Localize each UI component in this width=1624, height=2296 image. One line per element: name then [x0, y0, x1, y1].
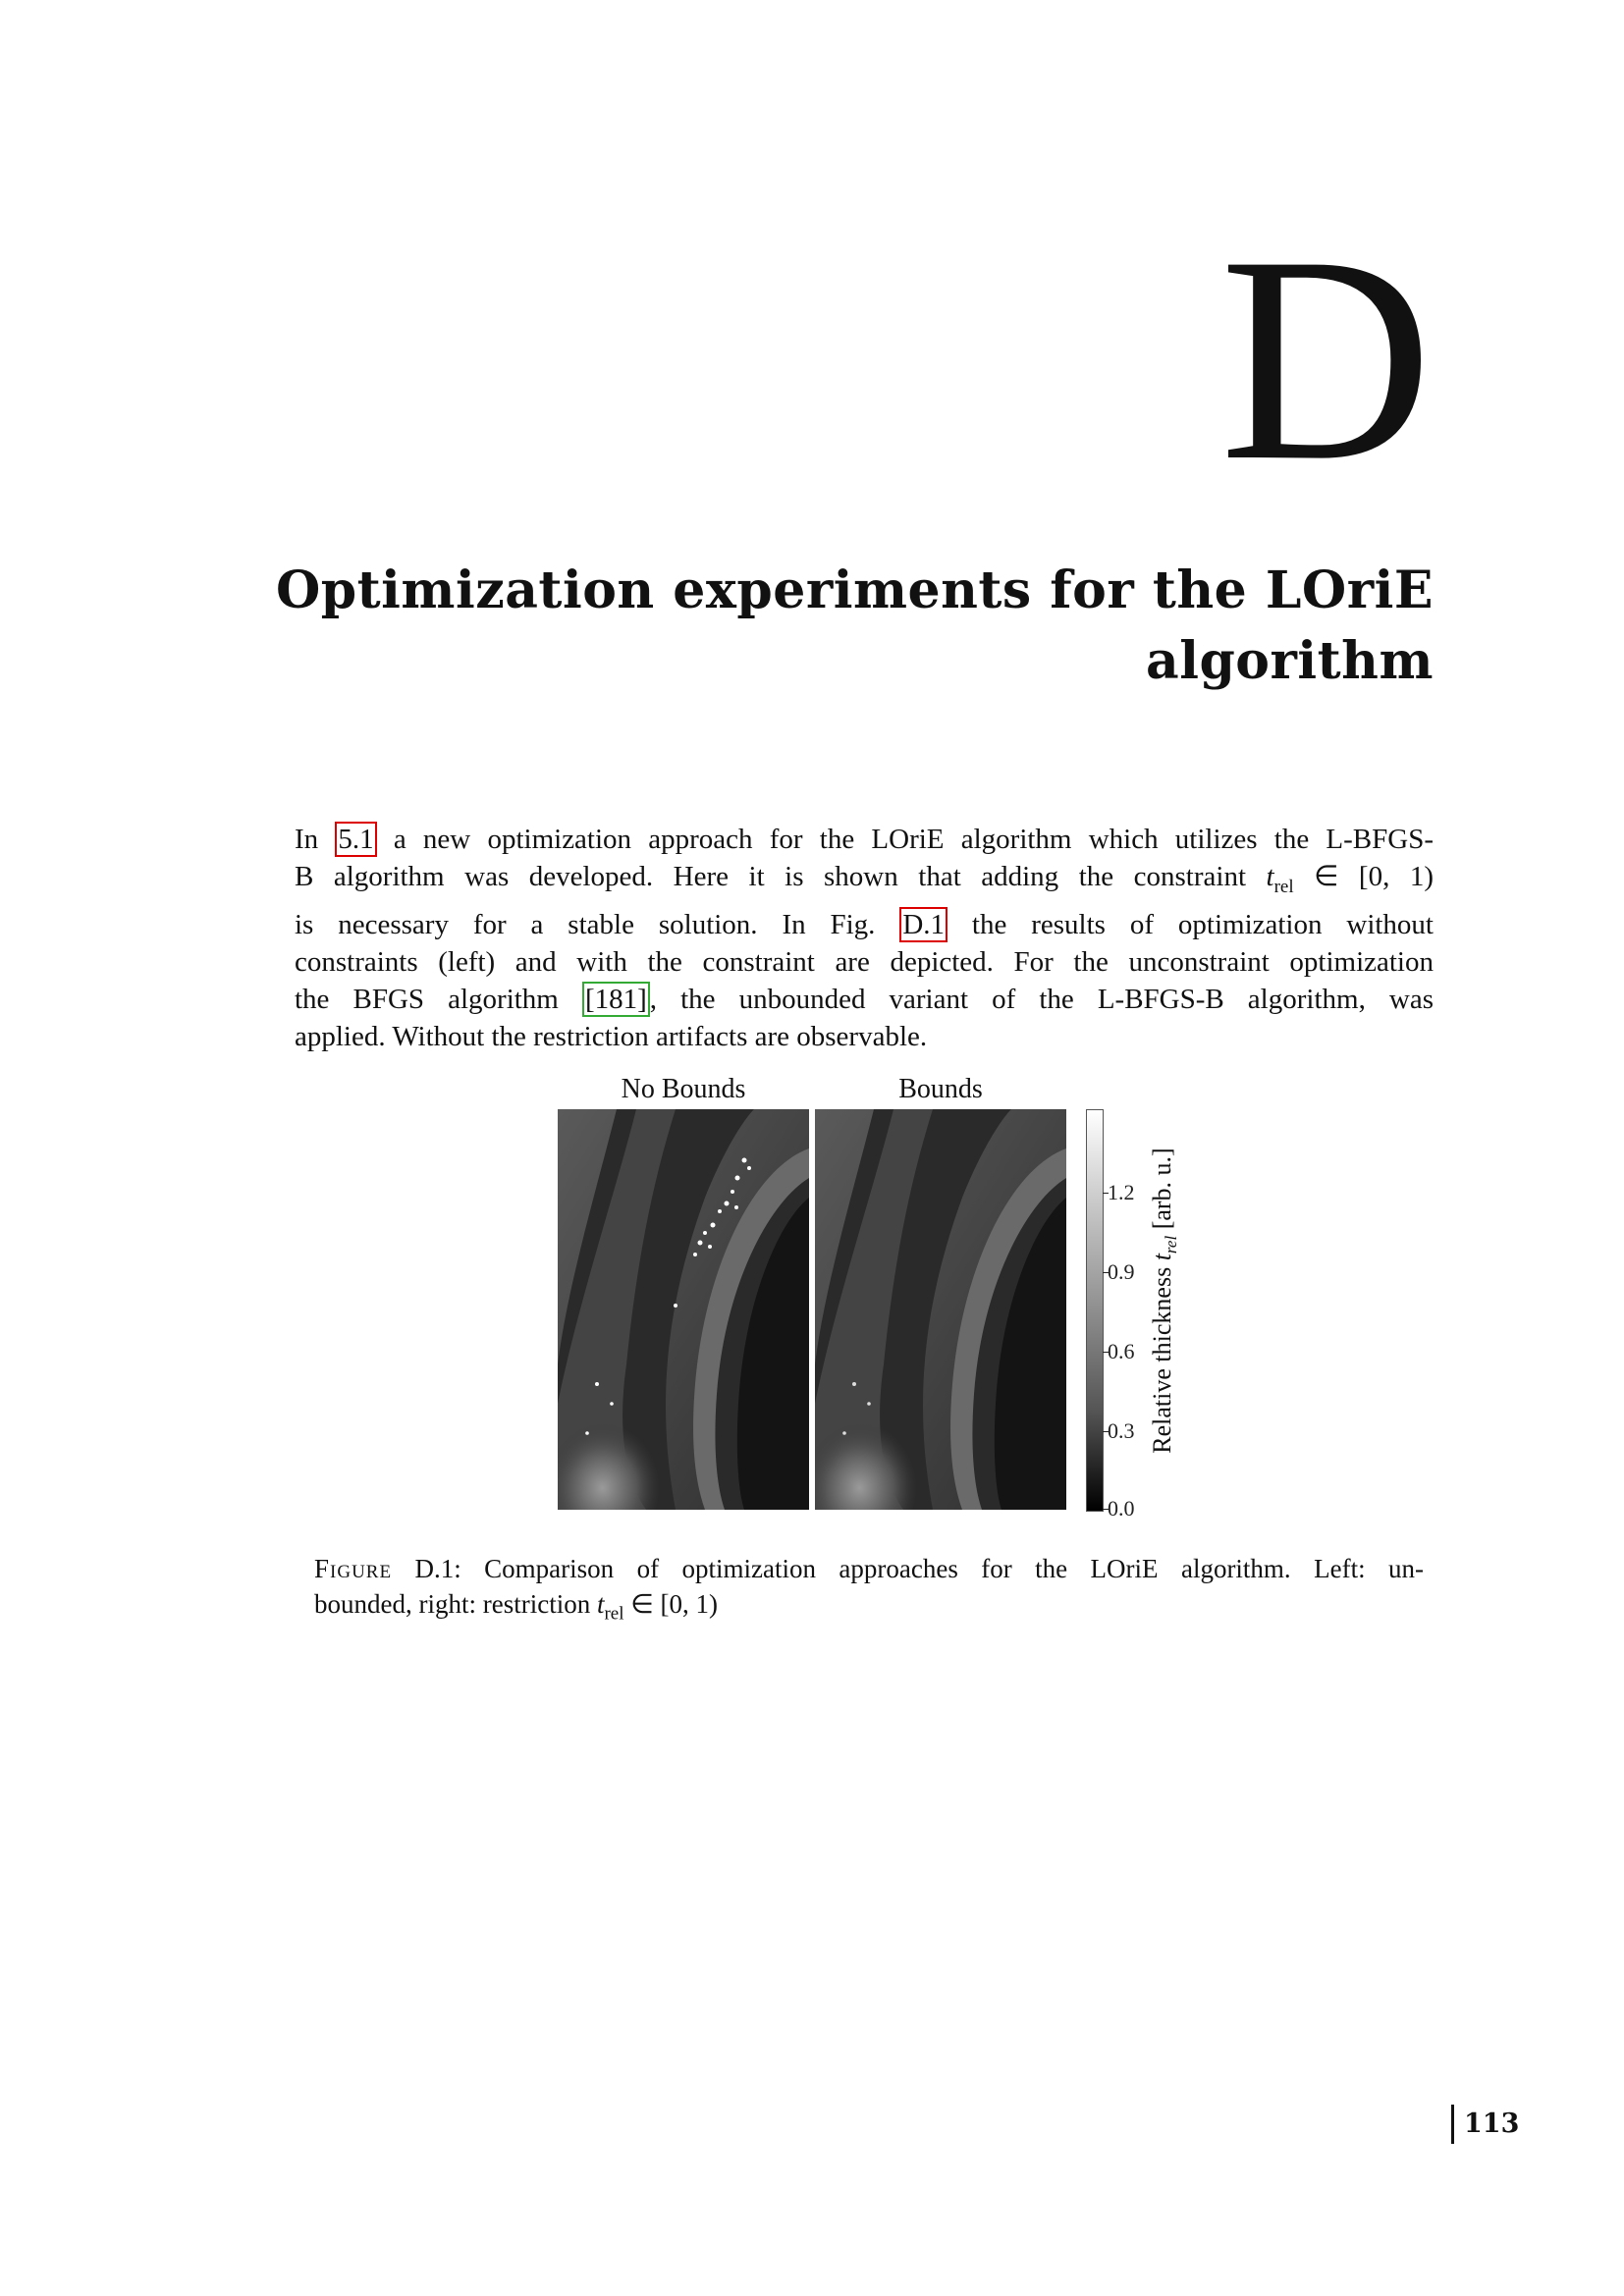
- math-subscript: rel: [1162, 1235, 1181, 1255]
- paragraph-line: [295, 981, 1434, 1018]
- text: ∈ [0, 1): [1293, 861, 1434, 892]
- text: In: [295, 824, 336, 855]
- colorbar-tick-label: 0.6: [1108, 1339, 1135, 1363]
- math-subscript: rel: [1273, 876, 1294, 897]
- colorbar: [1086, 1109, 1104, 1512]
- body-paragraph: [295, 821, 1434, 1055]
- text: ∈ [0, 1): [623, 1589, 719, 1619]
- section-reference-link[interactable]: 5.1: [335, 822, 376, 857]
- colorbar-tick-label: 1.2: [1108, 1180, 1135, 1204]
- text: bounded, right: restriction: [314, 1589, 597, 1619]
- colorbar-axis-label: [1148, 1148, 1181, 1453]
- chapter-title-line-2: algorithm: [1146, 631, 1434, 691]
- caption-line: [314, 1586, 1424, 1631]
- citation-link[interactable]: [181]: [582, 982, 650, 1017]
- colorbar-tick-label: 0.9: [1108, 1259, 1135, 1284]
- no-bounds-image: [558, 1109, 809, 1510]
- chapter-title-line-1: Optimization experiments for the LOriE: [276, 561, 1434, 620]
- text: the results of optimization without: [947, 908, 1434, 940]
- text: Relative thickness: [1147, 1260, 1176, 1454]
- text: the BFGS algorithm: [295, 983, 582, 1015]
- right-panel-title: Bounds: [898, 1074, 983, 1104]
- paragraph-line: applied. Without the restriction artifacts are observable.: [295, 1020, 928, 1052]
- text: is necessary for a stable solution. In Fig.: [295, 908, 900, 940]
- no-bounds-image-graphic: [558, 1109, 809, 1510]
- figure-reference-link[interactable]: D.1: [899, 907, 947, 942]
- text: B algorithm was developed. Here it is shown that adding the constraint: [295, 861, 1267, 892]
- text: Comparison of optimization approaches for the LOriE algorithm. Left: un-: [460, 1554, 1424, 1583]
- text: , the unbounded variant of the L-BFGS-B algorithm, was: [649, 983, 1434, 1015]
- left-panel-title: No Bounds: [621, 1074, 746, 1104]
- paragraph-line: [295, 821, 1434, 858]
- math-subscript: rel: [604, 1603, 624, 1625]
- caption-prefix: Figure: [314, 1554, 393, 1583]
- text: a new optimization approach for the LOriE algorithm which utilizes the L-BFGS-: [376, 824, 1434, 855]
- caption-number: D.1:: [392, 1554, 461, 1583]
- math-variable: t: [596, 1589, 605, 1619]
- paragraph-line: [295, 906, 1434, 943]
- text: [arb. u.]: [1147, 1148, 1176, 1236]
- bounds-image-graphic: [815, 1109, 1066, 1510]
- page-number: 113: [1451, 2105, 1519, 2144]
- chapter-letter: D: [1219, 195, 1433, 521]
- colorbar-tick-label: 0.3: [1108, 1418, 1135, 1443]
- paragraph-line: constraints (left) and with the constraint are depicted. For the unconstraint optimization: [295, 945, 1434, 978]
- math-variable: t: [1266, 861, 1274, 892]
- colorbar-tick-label: 0.0: [1108, 1496, 1135, 1521]
- bounds-image: [815, 1109, 1066, 1510]
- caption-line: [314, 1551, 1424, 1586]
- figure-caption: [314, 1551, 1424, 1631]
- math-variable: t: [1147, 1254, 1176, 1261]
- chapter-title: [255, 556, 1434, 697]
- paragraph-line: [295, 858, 1434, 906]
